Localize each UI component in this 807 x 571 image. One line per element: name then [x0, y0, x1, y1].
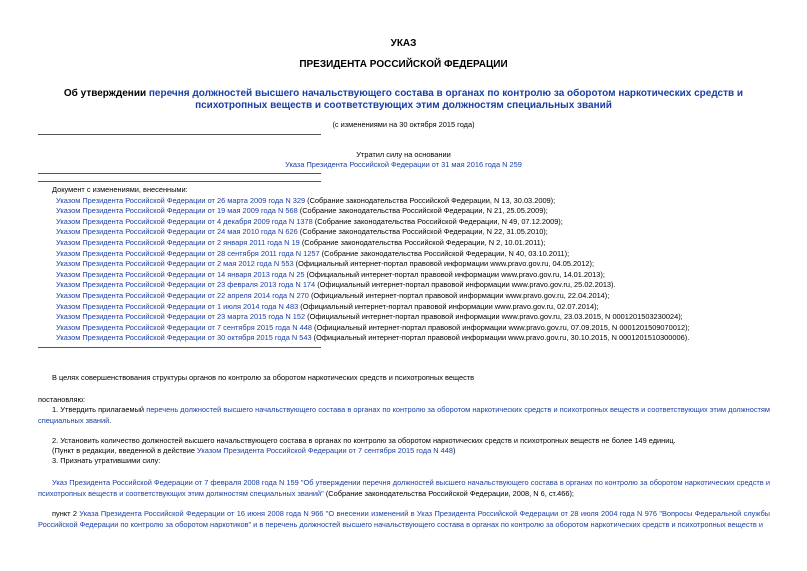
lost-force-label: Утратил силу на основании — [356, 150, 451, 159]
amendment-source: (Официальный интернет-портал правовой информации www.pravo.gov.ru, 30.10.2015, N 0001201510300006). — [311, 333, 690, 343]
p3a-link[interactable]: Указ Президента Российской Федерации от 7 февраля 2008 года N 159 "Об утверждении перечня должностей высшего начальствующего состава в органах по контролю за оборотом наркотических средств и психотропных веществ и соответствующих этим должностям специальных званий" — [38, 478, 770, 498]
amendment-item — [52, 249, 772, 260]
amendment-source: (Собрание законодательства Российской Федерации, N 22, 31.05.2010); — [297, 227, 548, 237]
amendment-item — [52, 312, 772, 323]
amendment-source: (Собрание законодательства Российской Федерации, N 21, 25.05.2009); — [297, 206, 548, 216]
preamble: В целях совершенствования структуры органов по контролю за оборотом наркотических средств и психотропных веществ — [52, 373, 475, 382]
amendments-heading: Документ с изменениями, внесенными: — [52, 185, 188, 194]
paragraph-3a — [38, 478, 770, 499]
amendment-source: (Официальный интернет-портал правовой информации www.pravo.gov.ru, 22.04.2014); — [308, 290, 610, 300]
amendment-source: (Официальный интернет-портал правовой информации www.pravo.gov.ru, 14.01.2013); — [304, 269, 605, 279]
amendment-link[interactable]: Указом Президента Российской Федерации от 14 января 2013 года N 25 — [56, 269, 305, 279]
amendment-link[interactable]: Указом Президента Российской Федерации от 26 марта 2009 года N 329 — [56, 195, 306, 205]
issuer: ПРЕЗИДЕНТА РОССИЙСКОЙ ФЕДЕРАЦИИ — [299, 59, 508, 70]
lost-force-link[interactable]: Указа Президента Российской Федерации от 31 мая 2016 года N 259 — [285, 160, 522, 169]
amendment-source: (Собрание законодательства Российской Федерации, N 13, 30.03.2009); — [305, 195, 556, 205]
edition-note: (с изменениями на 30 октября 2015 года) — [332, 120, 475, 129]
amendment-link[interactable]: Указом Президента Российской Федерации от 30 октября 2015 года N 543 — [56, 333, 312, 343]
p3b-prefix: пункт 2 — [52, 509, 80, 518]
amendment-item — [52, 323, 772, 334]
amendment-source: (Собрание законодательства Российской Федерации, N 49, 07.12.2009); — [312, 216, 563, 226]
amendment-item — [52, 302, 772, 313]
amendment-link[interactable]: Указом Президента Российской Федерации от 22 апреля 2014 года N 270 — [56, 290, 309, 300]
paragraph-1 — [38, 405, 770, 426]
p1-suffix: . — [109, 415, 112, 425]
decree-word: постановляю: — [38, 395, 86, 404]
amendment-item — [52, 217, 772, 228]
divider — [38, 347, 321, 348]
amendment-source: (Собрание законодательства Российской Федерации, N 40, 03.10.2011); — [319, 248, 570, 258]
amendment-link[interactable]: Указом Президента Российской Федерации от 19 мая 2009 года N 568 — [56, 206, 298, 216]
amendment-link[interactable]: Указом Президента Российской Федерации от 4 декабря 2009 года N 1378 — [56, 216, 313, 226]
subject-link[interactable]: перечня должностей высшего начальствующего состава в органах по контролю за оборотом наркотических средств и психотропных веществ и соответствующих этим должностям специальных званий — [148, 88, 744, 111]
p2-note-suffix: ) — [452, 446, 456, 455]
paragraph-2-note — [52, 446, 772, 457]
p1-link[interactable]: перечень должностей высшего начальствующего состава в органах по контролю за оборотом наркотических средств и психотропных веществ и соответствующих этим должностям специальных званий — [38, 405, 771, 425]
p2-note-prefix: (Пункт в редакции, введенной в действие — [52, 446, 198, 455]
amendment-link[interactable]: Указом Президента Российской Федерации от 24 мая 2010 года N 626 — [56, 227, 298, 237]
amendment-link[interactable]: Указом Президента Российской Федерации от 23 марта 2015 года N 152 — [56, 312, 306, 322]
amendment-source: (Официальный интернет-портал правовой информации www.pravo.gov.ru, 02.07.2014); — [298, 301, 599, 311]
amendment-source: (Официальный интернет-портал правовой информации www.pravo.gov.ru, 23.03.2015, N 0001201503230024); — [305, 312, 683, 322]
paragraph-2: 2. Установить количество должностей высшего начальствующего состава в органах по контролю за оборотом наркотических средств и психотропных веществ не более 149 единиц. — [52, 436, 676, 445]
amendment-link[interactable]: Указом Президента Российской Федерации от 2 января 2011 года N 19 — [56, 237, 300, 247]
amendment-link[interactable]: Указом Президента Российской Федерации от 7 сентября 2015 года N 448 — [56, 322, 312, 332]
amendment-source: (Собрание законодательства Российской Федерации, N 2, 10.01.2011); — [299, 237, 546, 247]
document-type: УКАЗ — [390, 38, 417, 49]
subject-prefix: Об утверждении — [63, 88, 149, 99]
amendment-link[interactable]: Указом Президента Российской Федерации от 23 февраля 2013 года N 174 — [56, 280, 316, 290]
amendment-item — [52, 291, 772, 302]
amendment-item — [52, 270, 772, 281]
amendment-link[interactable]: Указом Президента Российской Федерации от 28 сентября 2011 года N 1257 — [56, 248, 320, 258]
amendment-source: (Официальный интернет-портал правовой информации www.pravo.gov.ru, 04.05.2012); — [293, 259, 594, 269]
amendment-link[interactable]: Указом Президента Российской Федерации от 2 мая 2012 года N 553 — [56, 259, 294, 269]
p1-prefix: 1. Утвердить прилагаемый — [52, 405, 147, 414]
p2-note-link[interactable]: Указом Президента Российской Федерации от 7 сентября 2015 года N 448 — [197, 446, 453, 455]
document-subject — [30, 88, 777, 112]
paragraph-3b — [38, 509, 770, 530]
p3b-link[interactable]: Указа Президента Российской Федерации от 16 июня 2008 года N 966 "О внесении изменений в Указ Президента Российской Федерации от 28 июля 2004 года N 976 "Вопросы Федеральной службы Российской Федерации по контролю за оборотом наркотиков" и в перечень должностей высшего начальствующего состава в органах по контролю за оборотом наркотических средств и психотропных веществ и — [38, 509, 770, 529]
amendment-item — [52, 280, 772, 291]
amendment-link[interactable]: Указом Президента Российской Федерации от 1 июля 2014 года N 483 — [56, 301, 299, 311]
p3a-suffix: (Собрание законодательства Российской Федерации, 2008, N 6, ст.466); — [323, 488, 574, 498]
divider — [38, 134, 321, 135]
amendment-item — [52, 333, 772, 344]
divider — [38, 181, 321, 182]
amendment-item — [52, 206, 772, 217]
amendment-source: (Официальный интернет-портал правовой информации www.pravo.gov.ru, 07.09.2015, N 0001201509070012); — [311, 322, 690, 332]
amendments-block — [52, 185, 772, 344]
divider — [38, 173, 321, 174]
paragraph-3: 3. Признать утратившими силу: — [52, 456, 161, 465]
amendment-item — [52, 227, 772, 238]
amendment-source: (Официальный интернет-портал правовой информации www.pravo.gov.ru, 25.02.2013). — [315, 280, 616, 290]
amendment-item — [52, 259, 772, 270]
amendment-item — [52, 238, 772, 249]
amendment-item — [52, 196, 772, 207]
